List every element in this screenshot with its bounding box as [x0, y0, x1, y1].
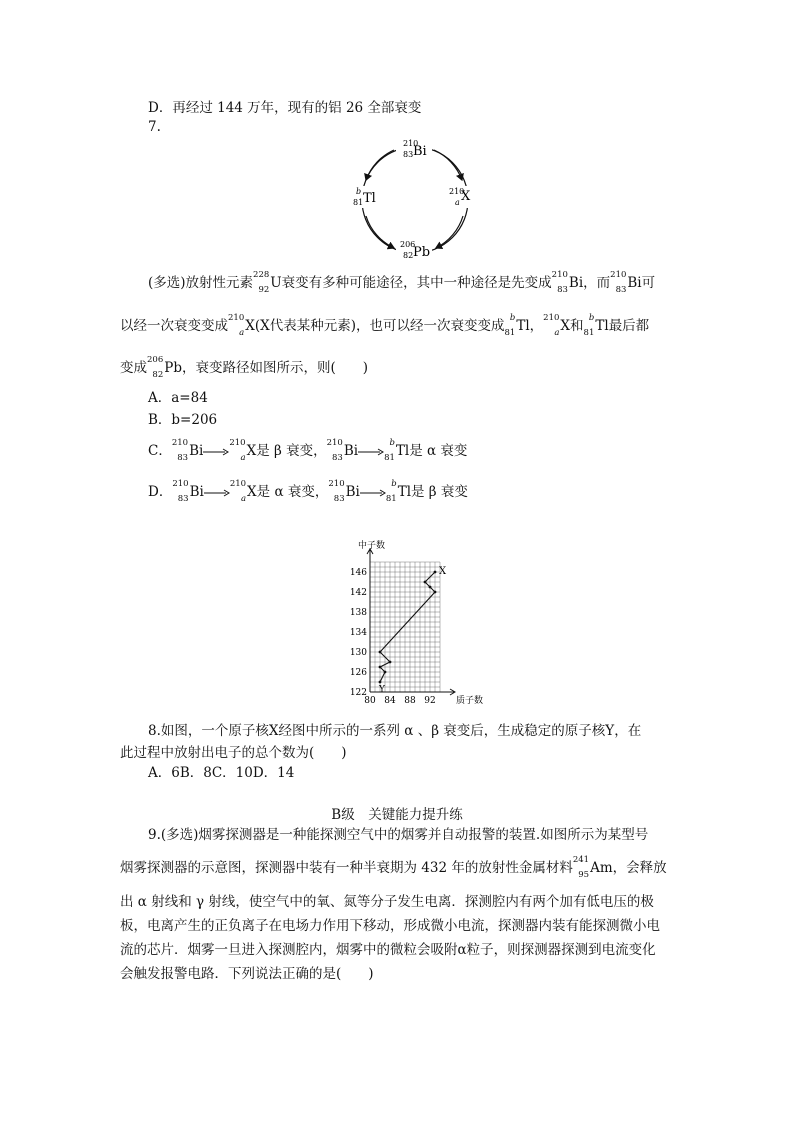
decay-path-point	[389, 661, 392, 664]
decay-path-point	[434, 591, 437, 594]
y-axis-label: 中子数	[358, 541, 386, 551]
reaction-arrow	[358, 448, 384, 456]
node-tl-symbol: Tl	[363, 191, 376, 206]
q7-stem-line3: 变成 206 82 Pb，衰变路径如图所示，则( )	[120, 354, 369, 380]
decay-path-point	[429, 586, 432, 589]
x-tick-label: 84	[384, 696, 396, 706]
x-axis-label: 质子数	[456, 696, 484, 706]
decay-path-point	[379, 651, 382, 654]
y-tick-label: 130	[349, 648, 367, 658]
q8-options: A．6B．8C．10D．14	[148, 765, 295, 781]
end-label-y: Y	[379, 685, 385, 695]
decay-path-point	[379, 681, 382, 684]
x-tick-label: 88	[404, 696, 416, 706]
node-x-symbol: X	[461, 189, 471, 204]
reaction-arrow	[204, 489, 230, 497]
q6-option-d: D．再经过 144 万年，现有的铝 26 全部衰变	[148, 100, 422, 116]
decay-path-point	[434, 571, 437, 574]
arrow-x-to-pb	[436, 216, 463, 248]
q9-stem-line2: 烟雾探测器的示意图，探测器中装有一种半衰期为 432 年的放射性金属材料 241 95 Am，会释放	[120, 854, 667, 880]
decay-path-point	[379, 666, 382, 669]
q7-stem-line1: (多选)放射性元素 228 92 U衰变有多种可能途径，其中一种途径是先变成 210 83 Bi，而 210 83 Bi可	[148, 269, 656, 295]
y-tick-label: 138	[349, 608, 367, 618]
y-tick-label: 146	[349, 568, 367, 578]
q9-stem-line5: 流的芯片．烟雾一旦进入探测腔内，烟雾中的微粒会吸附α粒子，则探测器探测到电流变化	[120, 942, 656, 958]
node-x-z: a	[455, 198, 460, 207]
q8-stem-line2: 此过程中放射出电子的总个数为( )	[120, 745, 347, 761]
node-pb-z: 82	[403, 251, 414, 260]
node-tl-z: 81	[353, 198, 364, 207]
y-tick-label: 142	[349, 588, 367, 598]
q9-stem-line6: 会触发报警电路．下列说法正确的是( )	[120, 966, 374, 982]
q7-option-a: A．a=84	[148, 390, 208, 406]
node-bi-z: 83	[403, 150, 414, 159]
arrow-bi-to-x	[434, 150, 462, 180]
decay-path-point	[424, 581, 427, 584]
section-title: B级 关键能力提升练	[331, 807, 463, 823]
start-label-x: X	[439, 566, 447, 577]
y-tick-label: 134	[349, 628, 367, 638]
decay-cycle-diagram	[350, 136, 480, 266]
q9-stem-line1: 9.(多选)烟雾探测器是一种能探测空气中的烟雾并自动报警的装置.如图所示为某型号	[148, 827, 649, 843]
y-tick-label: 126	[349, 668, 367, 678]
q7-stem-line2: 以经一次衰变变成 210 a X(X代表某种元素)，也可以经一次衰变变成 b 81 Tl， 210 a X和 b 81 Tl最后都	[120, 312, 650, 338]
q7-option-d: D． 210 83 Bi 210 a X是 α 衰变， 210 83 Bi b 81 Tl是 β 衰变	[148, 478, 468, 504]
node-pb-mass: 206	[400, 240, 416, 249]
q9-stem-line3: 出 α 射线和 γ 射线，使空气中的氧、氮等分子发生电离．探测腔内有两个加有低电压的极	[120, 894, 654, 910]
q7-option-c: C． 210 83 Bi 210 a X是 β 衰变， 210 83 Bi b 81 Tl是 α 衰变	[148, 437, 468, 463]
node-tl-mass: b	[356, 187, 362, 196]
q8-stem-line1: 8.如图，一个原子核X经图中所示的一系列 α 、β 衰变后，生成稳定的原子核Y，在	[148, 723, 642, 739]
reaction-arrow	[203, 448, 229, 456]
node-bi-symbol: Bi	[413, 144, 427, 159]
x-tick-label: 92	[424, 696, 436, 706]
arrow-tl-to-pb	[366, 216, 394, 248]
x-tick-label: 80	[364, 696, 376, 706]
y-tick-label: 122	[349, 688, 367, 698]
decay-path-point	[384, 671, 387, 674]
arrow-bi-to-tl	[366, 150, 394, 180]
node-pb-symbol: Pb	[413, 245, 431, 260]
q7-option-b: B．b=206	[148, 412, 218, 428]
node-bi-mass: 210	[403, 139, 419, 148]
q7-number: 7.	[148, 119, 161, 135]
reaction-arrow	[360, 489, 386, 497]
decay-path-chart	[340, 540, 490, 710]
q9-stem-line4: 板，电离产生的正负离子在电场力作用下移动，形成微小电流，探测器内装有能探测微小电	[120, 918, 660, 934]
node-x-mass: 210	[449, 187, 465, 196]
